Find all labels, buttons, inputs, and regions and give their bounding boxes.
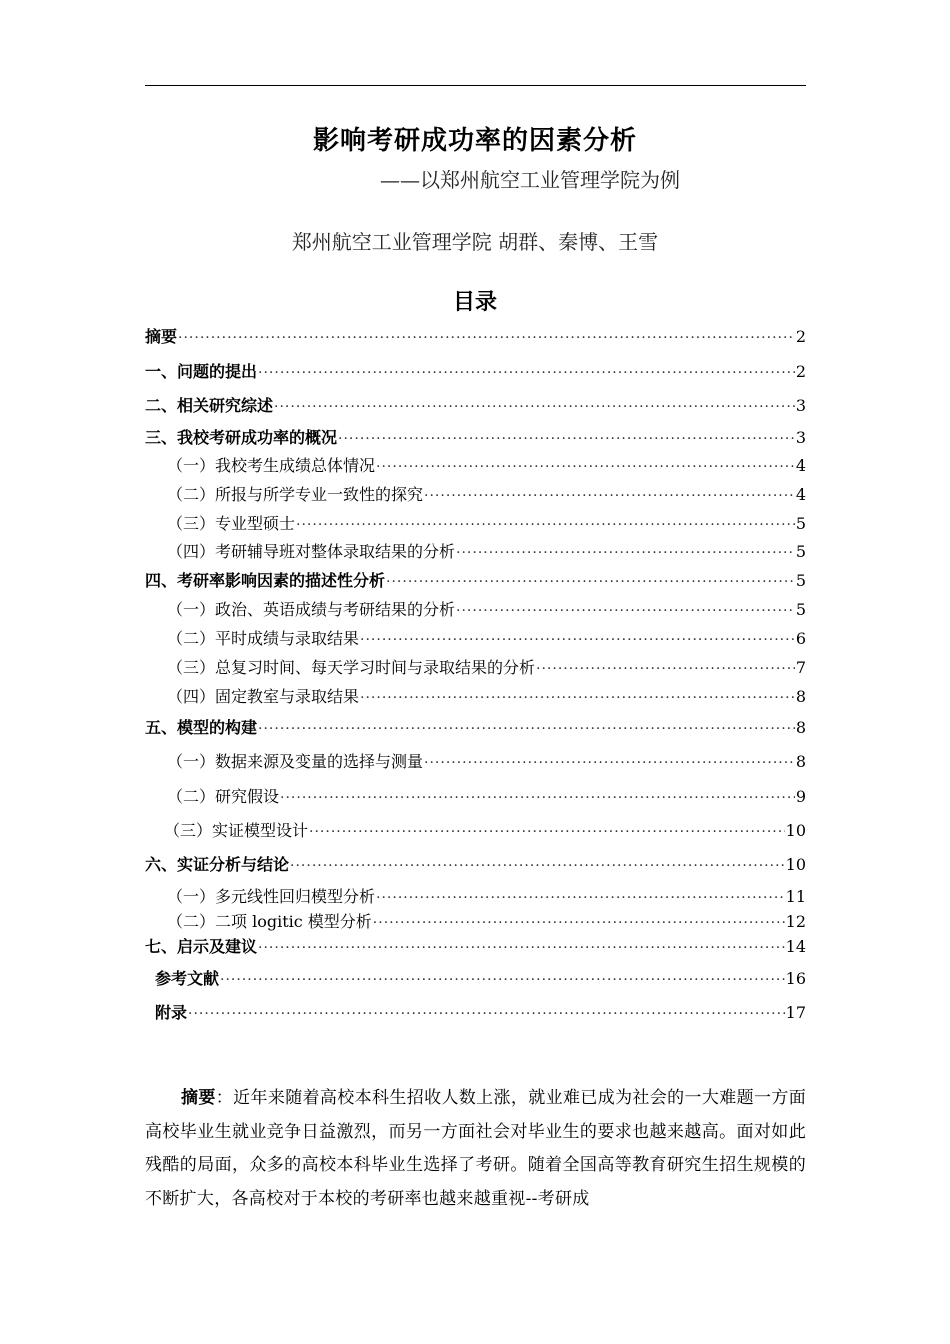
- document-title: 影响考研成功率的因素分析: [312, 126, 637, 156]
- toc-leader-dots: [360, 688, 795, 708]
- toc-entry[interactable]: [167, 456, 806, 477]
- toc-leader-dots: [290, 856, 785, 876]
- toc-entry[interactable]: [167, 912, 806, 933]
- toc-entry-label: 六、实证分析与结论: [145, 855, 290, 874]
- toc-entry[interactable]: [145, 718, 806, 739]
- toc-entry-page: 3: [795, 396, 806, 415]
- toc-entry[interactable]: [167, 514, 806, 535]
- toc-entry[interactable]: [155, 1003, 806, 1024]
- toc-entry-label: 参考文献: [155, 969, 220, 988]
- toc-entry-label: （三）实证模型设计: [164, 821, 309, 840]
- toc-leader-dots: [424, 486, 795, 506]
- toc-entry[interactable]: [167, 752, 806, 773]
- toc-leader-dots: [360, 630, 795, 650]
- toc-entry[interactable]: [167, 787, 806, 808]
- toc-leader-dots: [296, 515, 795, 535]
- toc-leader-dots: [386, 572, 795, 592]
- toc-entry[interactable]: [145, 327, 806, 348]
- toc-leader-dots: [338, 429, 795, 449]
- toc-entry[interactable]: [167, 887, 806, 908]
- header-rule: [145, 85, 806, 86]
- toc-entry-page: 11: [785, 887, 806, 906]
- toc-leader-dots: [424, 753, 795, 773]
- toc-leader-dots: [220, 970, 785, 990]
- toc-entry-label: （一）政治、英语成绩与考研结果的分析: [167, 600, 456, 619]
- toc-leader-dots: [309, 822, 785, 842]
- toc-entry-label: （一）我校考生成绩总体情况: [167, 456, 376, 475]
- toc-entry[interactable]: [145, 937, 806, 958]
- toc-entry-label: （一）数据来源及变量的选择与测量: [167, 752, 424, 771]
- toc-leader-dots: [274, 397, 795, 417]
- toc-entry-label: （二）平时成绩与录取结果: [167, 629, 360, 648]
- toc-leader-dots: [373, 913, 785, 933]
- toc-entry-page: 3: [795, 428, 806, 447]
- toc-leader-dots: [456, 543, 795, 563]
- toc-entry-page: 4: [795, 456, 806, 475]
- abstract-text: 近年来随着高校本科生招收人数上涨，就业难已成为社会的一大难题一方面高校毕业生就业竞争日益激烈，而另一方面社会对毕业生的要求也越来越高。面对如此残酷的局面，众多的高校本科毕业生选择了考研。随着全国高等教育研究生招生规模的不断扩大，各高校对于本校的考研率也越来越重视--考研成: [145, 1088, 806, 1209]
- toc-leader-dots: [258, 363, 795, 383]
- toc-entry[interactable]: [167, 629, 806, 650]
- toc-entry[interactable]: [145, 396, 806, 417]
- toc-leader-dots: [376, 888, 785, 908]
- toc-entry-page: 8: [795, 687, 806, 706]
- toc-entry-label: 附录: [155, 1003, 188, 1022]
- toc-leader-dots: [456, 601, 795, 621]
- toc-leader-dots: [178, 328, 795, 348]
- toc-entry-page: 6: [795, 629, 806, 648]
- toc-entry[interactable]: [167, 600, 806, 621]
- toc-entry-label: （四）固定教室与录取结果: [167, 687, 360, 706]
- toc-entry-page: 5: [795, 514, 806, 533]
- toc-entry-label: （四）考研辅导班对整体录取结果的分析: [167, 542, 456, 561]
- toc-entry[interactable]: [145, 428, 806, 449]
- abstract-colon: ：: [215, 1088, 234, 1108]
- toc-entry-page: 9: [795, 787, 806, 806]
- toc-entry[interactable]: [167, 658, 806, 679]
- toc-entry-page: 12: [785, 912, 806, 931]
- toc-entry-page: 8: [795, 752, 806, 771]
- toc-entry[interactable]: [167, 542, 806, 563]
- toc-entry-page: 4: [795, 485, 806, 504]
- toc-entry-page: 10: [785, 821, 806, 840]
- toc-leader-dots: [536, 659, 795, 679]
- toc-entry-page: 10: [785, 855, 806, 874]
- toc-entry-label: （三）专业型硕士: [167, 514, 296, 533]
- toc-entry-page: 17: [785, 1003, 806, 1022]
- toc-entry-label: 七、启示及建议: [145, 937, 258, 956]
- toc-entry[interactable]: [164, 821, 806, 842]
- toc-entry[interactable]: [167, 687, 806, 708]
- toc-leader-dots: [280, 788, 795, 808]
- toc-entry-page: 5: [795, 542, 806, 561]
- toc-entry-page: 2: [795, 362, 806, 381]
- toc-entry-label: 二、相关研究综述: [145, 396, 274, 415]
- toc-entry-label: （一）多元线性回归模型分析: [167, 887, 376, 906]
- toc-entry-page: 7: [795, 658, 806, 677]
- toc-leader-dots: [258, 938, 785, 958]
- toc-entry[interactable]: [155, 969, 806, 990]
- toc-entry-label: 五、模型的构建: [145, 718, 258, 737]
- toc-leader-dots: [376, 457, 795, 477]
- toc-entry-label: 三、我校考研成功率的概况: [145, 428, 338, 447]
- toc-entry[interactable]: [145, 571, 806, 592]
- toc-entry-label: （二）二项 logitic 模型分析: [167, 912, 372, 931]
- toc-entry-page: 2: [795, 327, 806, 346]
- toc-entry[interactable]: [145, 362, 806, 383]
- toc-leader-dots: [258, 719, 795, 739]
- toc-entry-label: （二）研究假设: [167, 787, 280, 806]
- document-authors: 郑州航空工业管理学院 胡群、秦博、王雪: [291, 230, 659, 254]
- abstract-lead: 摘要: [181, 1088, 216, 1108]
- toc-entry-page: 16: [785, 969, 806, 988]
- toc-entry-page: 5: [795, 571, 806, 590]
- toc-entry-page: 8: [795, 718, 806, 737]
- toc-entry[interactable]: [167, 485, 806, 506]
- toc-entry-page: 5: [795, 600, 806, 619]
- toc-leader-dots: [188, 1004, 785, 1024]
- document-subtitle: ——以郑州航空工业管理学院为例: [380, 168, 680, 192]
- toc-heading: 目录: [452, 290, 497, 315]
- toc-entry-label: 四、考研率影响因素的描述性分析: [145, 571, 386, 590]
- toc-entry[interactable]: [145, 855, 806, 876]
- toc-entry-label: （三）总复习时间、每天学习时间与录取结果的分析: [167, 658, 536, 677]
- abstract-paragraph: [145, 1082, 806, 1216]
- toc-entry-label: 摘要: [145, 327, 178, 346]
- toc-entry-page: 14: [785, 937, 806, 956]
- toc-entry-label: 一、问题的提出: [145, 362, 258, 381]
- toc-entry-label: （二）所报与所学专业一致性的探究: [167, 485, 424, 504]
